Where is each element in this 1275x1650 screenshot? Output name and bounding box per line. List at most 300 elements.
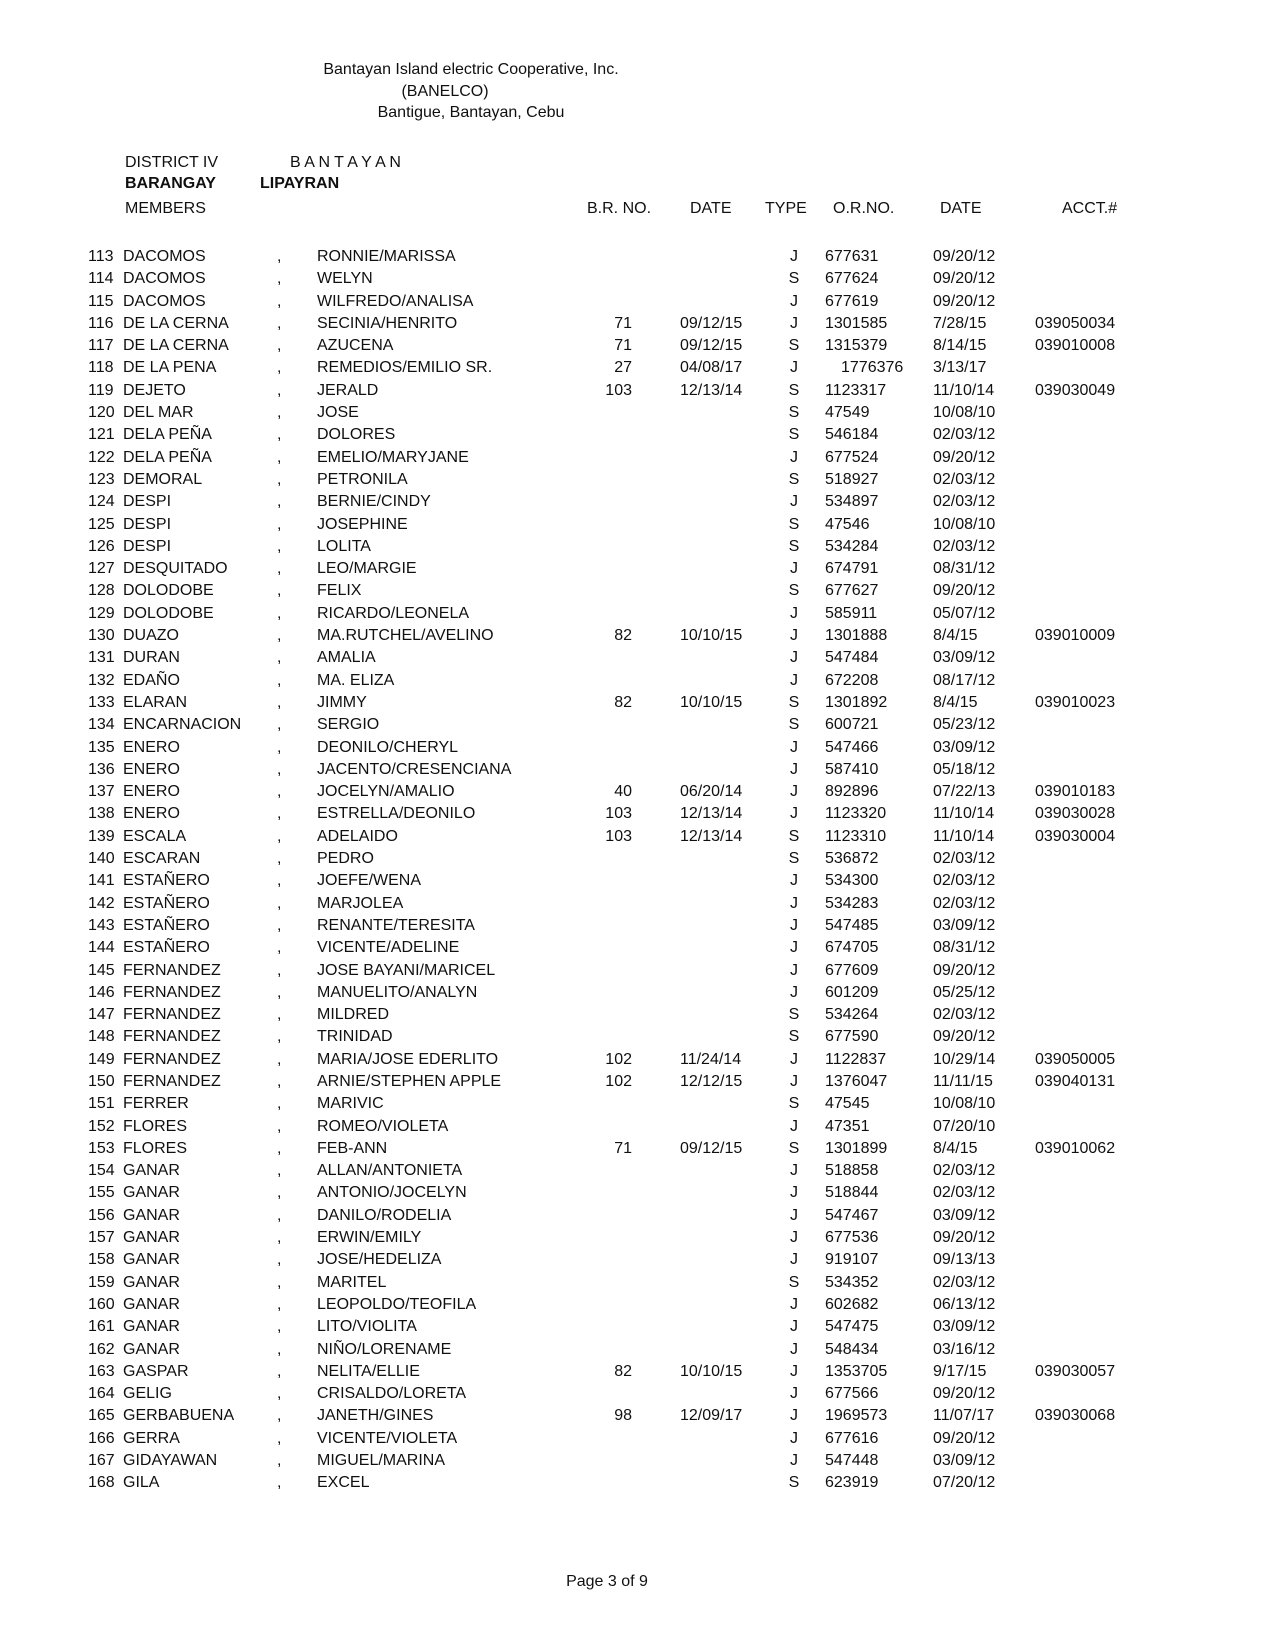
br-number-cell: 102 [605, 1050, 632, 1068]
table-row [0, 1405, 1275, 1427]
account-number-cell: 039040131 [1035, 1072, 1116, 1090]
member-given-names: DANILO/RODELIA [317, 1206, 452, 1224]
name-separator: , [277, 738, 282, 756]
membership-type-cell: J [790, 248, 798, 265]
member-surname: DUAZO [123, 627, 179, 645]
member-number: 113 [88, 248, 114, 265]
or-number-cell: 547475 [825, 1318, 879, 1336]
membership-type-cell: J [790, 448, 798, 466]
table-row [0, 737, 1275, 759]
membership-type-cell: S [788, 582, 800, 600]
table-row [0, 647, 1275, 669]
member-number: 137 [88, 783, 115, 801]
membership-type-cell: J [790, 1385, 798, 1403]
membership-type-cell: S [788, 537, 800, 555]
membership-type-cell: S [788, 850, 800, 868]
member-given-names: NELITA/ELLIE [317, 1362, 420, 1380]
or-number-cell: 1301585 [825, 314, 888, 332]
or-date-cell: 08/31/12 [933, 560, 996, 578]
member-number: 132 [88, 671, 115, 689]
or-number-cell: 892896 [825, 783, 879, 801]
name-separator: , [277, 939, 282, 957]
name-separator: , [277, 649, 282, 667]
table-row [0, 1138, 1275, 1160]
member-surname: DE LA CERNA [123, 314, 229, 332]
or-date-cell: 02/03/12 [933, 493, 996, 511]
member-given-names: ANTONIO/JOCELYN [317, 1184, 467, 1202]
member-table-body [0, 246, 1275, 1495]
br-date-cell: 10/10/15 [680, 693, 743, 711]
account-number-cell: 039030028 [1035, 805, 1116, 823]
or-date-cell: 02/03/12 [933, 872, 996, 890]
or-date-cell: 11/07/17 [933, 1407, 995, 1425]
member-given-names: NIÑO/LORENAME [317, 1340, 452, 1358]
or-number-cell: 677536 [825, 1229, 879, 1247]
member-number: 120 [88, 404, 115, 422]
member-surname: GANAR [123, 1340, 180, 1358]
member-number: 138 [88, 805, 115, 823]
table-row [0, 313, 1275, 335]
name-separator: , [277, 760, 282, 778]
or-number-cell: 547485 [825, 916, 879, 934]
member-surname: DESQUITADO [123, 560, 228, 578]
membership-type-cell: J [790, 1340, 798, 1358]
or-number-cell: 1776376 [825, 359, 904, 377]
table-row [0, 536, 1275, 558]
membership-type-cell: S [788, 515, 800, 533]
br-date-cell: 12/13/14 [680, 805, 743, 823]
member-given-names: JOSE BAYANI/MARICEL [317, 961, 496, 979]
member-number: 143 [88, 916, 115, 934]
membership-type-cell: J [790, 560, 798, 578]
member-given-names: WILFREDO/ANALISA [317, 292, 474, 310]
member-surname: ESCARAN [123, 850, 201, 868]
member-given-names: SERGIO [317, 716, 380, 734]
member-number: 119 [88, 381, 114, 399]
or-number-cell: 547466 [825, 738, 879, 756]
member-surname: DESPI [123, 515, 172, 533]
membership-type-cell: S [788, 404, 800, 422]
membership-type-cell: J [790, 1206, 798, 1224]
member-given-names: EMELIO/MARYJANE [317, 448, 469, 466]
or-number-cell: 534284 [825, 537, 879, 555]
name-separator: , [277, 1229, 282, 1247]
member-given-names: RENANTE/TERESITA [317, 916, 475, 934]
member-number: 156 [88, 1206, 115, 1224]
membership-type-cell: J [790, 872, 798, 890]
account-number-cell: 039010183 [1035, 783, 1116, 801]
member-number: 115 [88, 292, 114, 310]
name-separator: , [277, 1273, 282, 1291]
member-given-names: MANUELITO/ANALYN [317, 983, 478, 1001]
br-number-cell: 103 [605, 827, 632, 845]
br-number-cell: 98 [614, 1407, 632, 1425]
membership-type-cell: J [790, 1050, 798, 1068]
br-number-cell: 71 [614, 314, 632, 332]
member-surname: GANAR [123, 1273, 180, 1291]
or-date-cell: 7/28/15 [933, 314, 987, 332]
or-date-cell: 8/14/15 [933, 337, 987, 355]
name-separator: , [277, 582, 282, 600]
br-number-cell: 71 [614, 337, 632, 355]
name-separator: , [277, 1474, 282, 1492]
member-surname: FERNANDEZ [123, 1028, 221, 1046]
br-date-cell: 11/24/14 [680, 1050, 742, 1068]
name-separator: , [277, 292, 282, 310]
or-number-cell: 534897 [825, 493, 879, 511]
member-given-names: LITO/VIOLITA [317, 1318, 417, 1336]
or-number-cell: 1353705 [825, 1362, 888, 1380]
member-number: 157 [88, 1229, 115, 1247]
or-number-cell: 677619 [825, 292, 879, 310]
table-row [0, 580, 1275, 602]
name-separator: , [277, 448, 282, 466]
or-date-cell: 11/11/15 [933, 1072, 993, 1090]
membership-type-cell: S [788, 1139, 800, 1157]
member-surname: GERRA [123, 1429, 180, 1447]
member-surname: GANAR [123, 1318, 180, 1336]
name-separator: , [277, 493, 282, 511]
membership-type-cell: J [790, 1162, 798, 1180]
name-separator: , [277, 1340, 282, 1358]
or-number-cell: 534264 [825, 1006, 879, 1024]
table-row [0, 357, 1275, 379]
table-row [0, 1227, 1275, 1249]
member-surname: FERNANDEZ [123, 1072, 221, 1090]
or-date-cell: 03/09/12 [933, 649, 996, 667]
member-number: 125 [88, 515, 115, 533]
membership-type-cell: J [790, 805, 798, 823]
member-given-names: MARJOLEA [317, 894, 404, 912]
membership-type-cell: S [788, 1028, 800, 1046]
table-row [0, 870, 1275, 892]
name-separator: , [277, 1385, 282, 1403]
member-surname: GERBABUENA [123, 1407, 235, 1425]
member-surname: GANAR [123, 1295, 180, 1313]
name-separator: , [277, 381, 282, 399]
name-separator: , [277, 716, 282, 734]
name-separator: , [277, 983, 282, 1001]
member-surname: ESCALA [123, 827, 187, 845]
table-row [0, 447, 1275, 469]
membership-type-cell: J [790, 760, 798, 778]
member-number: 152 [88, 1117, 115, 1135]
column-header-type: TYPE [765, 200, 807, 217]
column-header-or-date: DATE [940, 200, 982, 217]
or-date-cell: 8/4/15 [933, 627, 978, 645]
member-surname: DOLODOBE [123, 604, 214, 622]
or-number-cell: 546184 [825, 426, 879, 444]
or-date-cell: 9/17/15 [933, 1362, 987, 1380]
name-separator: , [277, 916, 282, 934]
account-number-cell: 039010062 [1035, 1139, 1116, 1157]
br-number-cell: 103 [605, 381, 632, 399]
or-number-cell: 1122837 [825, 1050, 887, 1068]
or-date-cell: 03/09/12 [933, 1206, 996, 1224]
table-row [0, 246, 1275, 268]
barangay-value: LIPAYRAN [260, 175, 340, 192]
br-date-cell: 12/12/15 [680, 1072, 743, 1090]
member-number: 140 [88, 850, 115, 868]
member-given-names: ADELAIDO [317, 827, 398, 845]
or-date-cell: 11/10/14 [933, 805, 995, 823]
member-surname: DOLODOBE [123, 582, 214, 600]
member-number: 145 [88, 961, 115, 979]
br-number-cell: 102 [605, 1072, 632, 1090]
member-surname: DACOMOS [123, 270, 206, 288]
membership-type-cell: S [788, 827, 800, 845]
member-number: 133 [88, 693, 115, 711]
membership-type-cell: J [790, 783, 798, 801]
member-surname: ESTAÑERO [123, 872, 210, 890]
member-given-names: CRISALDO/LORETA [317, 1385, 467, 1403]
membership-type-cell: J [790, 1452, 798, 1470]
table-row [0, 424, 1275, 446]
or-number-cell: 601209 [825, 983, 879, 1001]
br-number-cell: 82 [614, 693, 632, 711]
membership-type-cell: J [790, 916, 798, 934]
member-surname: GANAR [123, 1162, 180, 1180]
or-number-cell: 47545 [825, 1095, 870, 1113]
name-separator: , [277, 537, 282, 555]
table-row [0, 1049, 1275, 1071]
table-row [0, 1093, 1275, 1115]
or-date-cell: 05/07/12 [933, 604, 996, 622]
name-separator: , [277, 314, 282, 332]
table-row [0, 514, 1275, 536]
or-number-cell: 677624 [825, 270, 879, 288]
or-number-cell: 518858 [825, 1162, 879, 1180]
account-number-cell: 039010023 [1035, 693, 1116, 711]
member-given-names: DEONILO/CHERYL [317, 738, 459, 756]
or-date-cell: 03/09/12 [933, 1318, 996, 1336]
or-date-cell: 09/20/12 [933, 1229, 996, 1247]
member-given-names: FELIX [317, 582, 362, 600]
member-surname: GELIG [123, 1385, 172, 1403]
or-number-cell: 47546 [825, 515, 870, 533]
table-row [0, 291, 1275, 313]
member-number: 116 [88, 314, 114, 332]
member-surname: GANAR [123, 1206, 180, 1224]
member-given-names: PEDRO [317, 850, 374, 868]
or-date-cell: 03/16/12 [933, 1340, 996, 1358]
member-given-names: LEO/MARGIE [317, 560, 417, 578]
member-given-names: LOLITA [317, 537, 371, 555]
table-row [0, 714, 1275, 736]
membership-type-cell: S [788, 426, 800, 444]
name-separator: , [277, 1117, 282, 1135]
name-separator: , [277, 1206, 282, 1224]
member-number: 134 [88, 716, 115, 734]
or-date-cell: 08/31/12 [933, 939, 996, 957]
table-row [0, 469, 1275, 491]
member-given-names: ESTRELLA/DEONILO [317, 805, 476, 823]
or-number-cell: 623919 [825, 1474, 879, 1492]
member-number: 129 [88, 604, 115, 622]
br-date-cell: 09/12/15 [680, 337, 743, 355]
member-surname: DESPI [123, 493, 172, 511]
or-number-cell: 677609 [825, 961, 879, 979]
name-separator: , [277, 1184, 282, 1202]
or-date-cell: 05/25/12 [933, 983, 996, 1001]
member-surname: GILA [123, 1474, 160, 1492]
member-given-names: JANETH/GINES [317, 1407, 434, 1425]
member-surname: DE LA CERNA [123, 337, 229, 355]
member-number: 135 [88, 738, 115, 756]
membership-type-cell: S [788, 1273, 800, 1291]
table-row [0, 1071, 1275, 1093]
table-row [0, 1160, 1275, 1182]
or-number-cell: 47351 [825, 1117, 870, 1135]
membership-type-cell: J [790, 939, 798, 957]
or-number-cell: 518844 [825, 1184, 879, 1202]
table-row [0, 759, 1275, 781]
member-given-names: MARITEL [317, 1273, 387, 1291]
member-number: 153 [88, 1139, 115, 1157]
member-number: 128 [88, 582, 115, 600]
name-separator: , [277, 337, 282, 355]
br-date-cell: 10/10/15 [680, 1362, 743, 1380]
barangay-label: BARANGAY [125, 175, 216, 192]
or-number-cell: 602682 [825, 1295, 879, 1313]
table-row [0, 1316, 1275, 1338]
member-surname: DURAN [123, 649, 180, 667]
name-separator: , [277, 961, 282, 979]
table-row [0, 491, 1275, 513]
member-number: 130 [88, 627, 115, 645]
membership-type-cell: J [790, 983, 798, 1001]
or-number-cell: 1301892 [825, 693, 888, 711]
member-surname: DELA PEÑA [123, 426, 212, 444]
br-number-cell: 103 [605, 805, 632, 823]
member-surname: ENERO [123, 738, 180, 756]
name-separator: , [277, 1162, 282, 1180]
name-separator: , [277, 1295, 282, 1313]
table-row [0, 1428, 1275, 1450]
member-given-names: JOCELYN/AMALIO [317, 783, 455, 801]
member-given-names: LEOPOLDO/TEOFILA [317, 1295, 477, 1313]
member-number: 126 [88, 537, 115, 555]
or-date-cell: 02/03/12 [933, 1006, 996, 1024]
member-surname: DEJETO [123, 381, 186, 399]
member-number: 124 [88, 493, 115, 511]
name-separator: , [277, 248, 282, 265]
or-number-cell: 677590 [825, 1028, 879, 1046]
membership-type-cell: J [790, 314, 798, 332]
member-number: 160 [88, 1295, 115, 1313]
or-date-cell: 02/03/12 [933, 470, 996, 488]
member-given-names: MARIA/JOSE EDERLITO [317, 1050, 499, 1068]
member-surname: FLORES [123, 1139, 188, 1157]
or-date-cell: 09/13/13 [933, 1251, 996, 1269]
or-date-cell: 09/20/12 [933, 1028, 996, 1046]
br-number-cell: 40 [614, 783, 632, 801]
or-number-cell: 1123317 [825, 381, 887, 399]
membership-type-cell: J [790, 1362, 798, 1380]
membership-type-cell: J [790, 1407, 798, 1425]
member-given-names: PETRONILA [317, 470, 408, 488]
or-number-cell: 1376047 [825, 1072, 888, 1090]
org-name: Bantayan Island electric Cooperative, Inc. [323, 61, 619, 78]
or-number-cell: 672208 [825, 671, 879, 689]
member-number: 147 [88, 1006, 115, 1024]
table-row [0, 1182, 1275, 1204]
or-date-cell: 09/20/12 [933, 270, 996, 288]
member-given-names: BERNIE/CINDY [317, 493, 431, 511]
member-given-names: JOSEPHINE [317, 515, 408, 533]
member-given-names: JOSE [317, 404, 359, 422]
name-separator: , [277, 604, 282, 622]
table-row [0, 1472, 1275, 1494]
or-number-cell: 1315379 [825, 337, 888, 355]
or-date-cell: 10/08/10 [933, 515, 996, 533]
member-given-names: RICARDO/LEONELA [317, 604, 470, 622]
member-surname: ESTAÑERO [123, 894, 210, 912]
or-date-cell: 09/20/12 [933, 1429, 996, 1447]
page-number: Page 3 of 9 [566, 1573, 648, 1590]
or-number-cell: 1123310 [825, 827, 887, 845]
membership-type-cell: S [788, 381, 800, 399]
account-number-cell: 039030057 [1035, 1362, 1116, 1380]
table-row [0, 1272, 1275, 1294]
br-date-cell: 12/09/17 [680, 1407, 743, 1425]
member-number: 150 [88, 1072, 115, 1090]
member-surname: GANAR [123, 1229, 180, 1247]
name-separator: , [277, 627, 282, 645]
member-given-names: JOEFE/WENA [317, 872, 422, 890]
table-row [0, 380, 1275, 402]
member-given-names: MILDRED [317, 1006, 390, 1024]
member-number: 146 [88, 983, 115, 1001]
member-number: 155 [88, 1184, 115, 1202]
member-surname: DEMORAL [123, 470, 203, 488]
member-given-names: JERALD [317, 381, 379, 399]
table-row [0, 1116, 1275, 1138]
membership-type-cell: J [790, 1429, 798, 1447]
membership-type-cell: S [788, 337, 800, 355]
member-number: 142 [88, 894, 115, 912]
member-number: 164 [88, 1385, 115, 1403]
account-number-cell: 039030049 [1035, 381, 1116, 399]
member-given-names: ROMEO/VIOLETA [317, 1117, 449, 1135]
or-date-cell: 08/17/12 [933, 671, 996, 689]
name-separator: , [277, 1072, 282, 1090]
member-number: 148 [88, 1028, 115, 1046]
table-row [0, 1339, 1275, 1361]
table-row [0, 603, 1275, 625]
member-number: 121 [88, 426, 115, 444]
or-number-cell: 534352 [825, 1273, 879, 1291]
column-header-acct: ACCT.# [1062, 200, 1118, 217]
membership-type-cell: J [790, 894, 798, 912]
or-date-cell: 02/03/12 [933, 1273, 996, 1291]
or-date-cell: 09/20/12 [933, 961, 996, 979]
name-separator: , [277, 850, 282, 868]
or-number-cell: 548434 [825, 1340, 879, 1358]
member-number: 167 [88, 1452, 115, 1470]
membership-type-cell: S [788, 716, 800, 734]
table-row [0, 1026, 1275, 1048]
membership-type-cell: S [788, 693, 800, 711]
member-number: 118 [88, 359, 114, 377]
member-surname: FERRER [123, 1095, 189, 1113]
member-given-names: EXCEL [317, 1474, 370, 1492]
account-number-cell: 039010008 [1035, 337, 1116, 355]
membership-type-cell: J [790, 292, 798, 310]
member-surname: DE LA PENA [123, 359, 217, 377]
member-number: 159 [88, 1273, 115, 1291]
account-number-cell: 039050034 [1035, 314, 1116, 332]
